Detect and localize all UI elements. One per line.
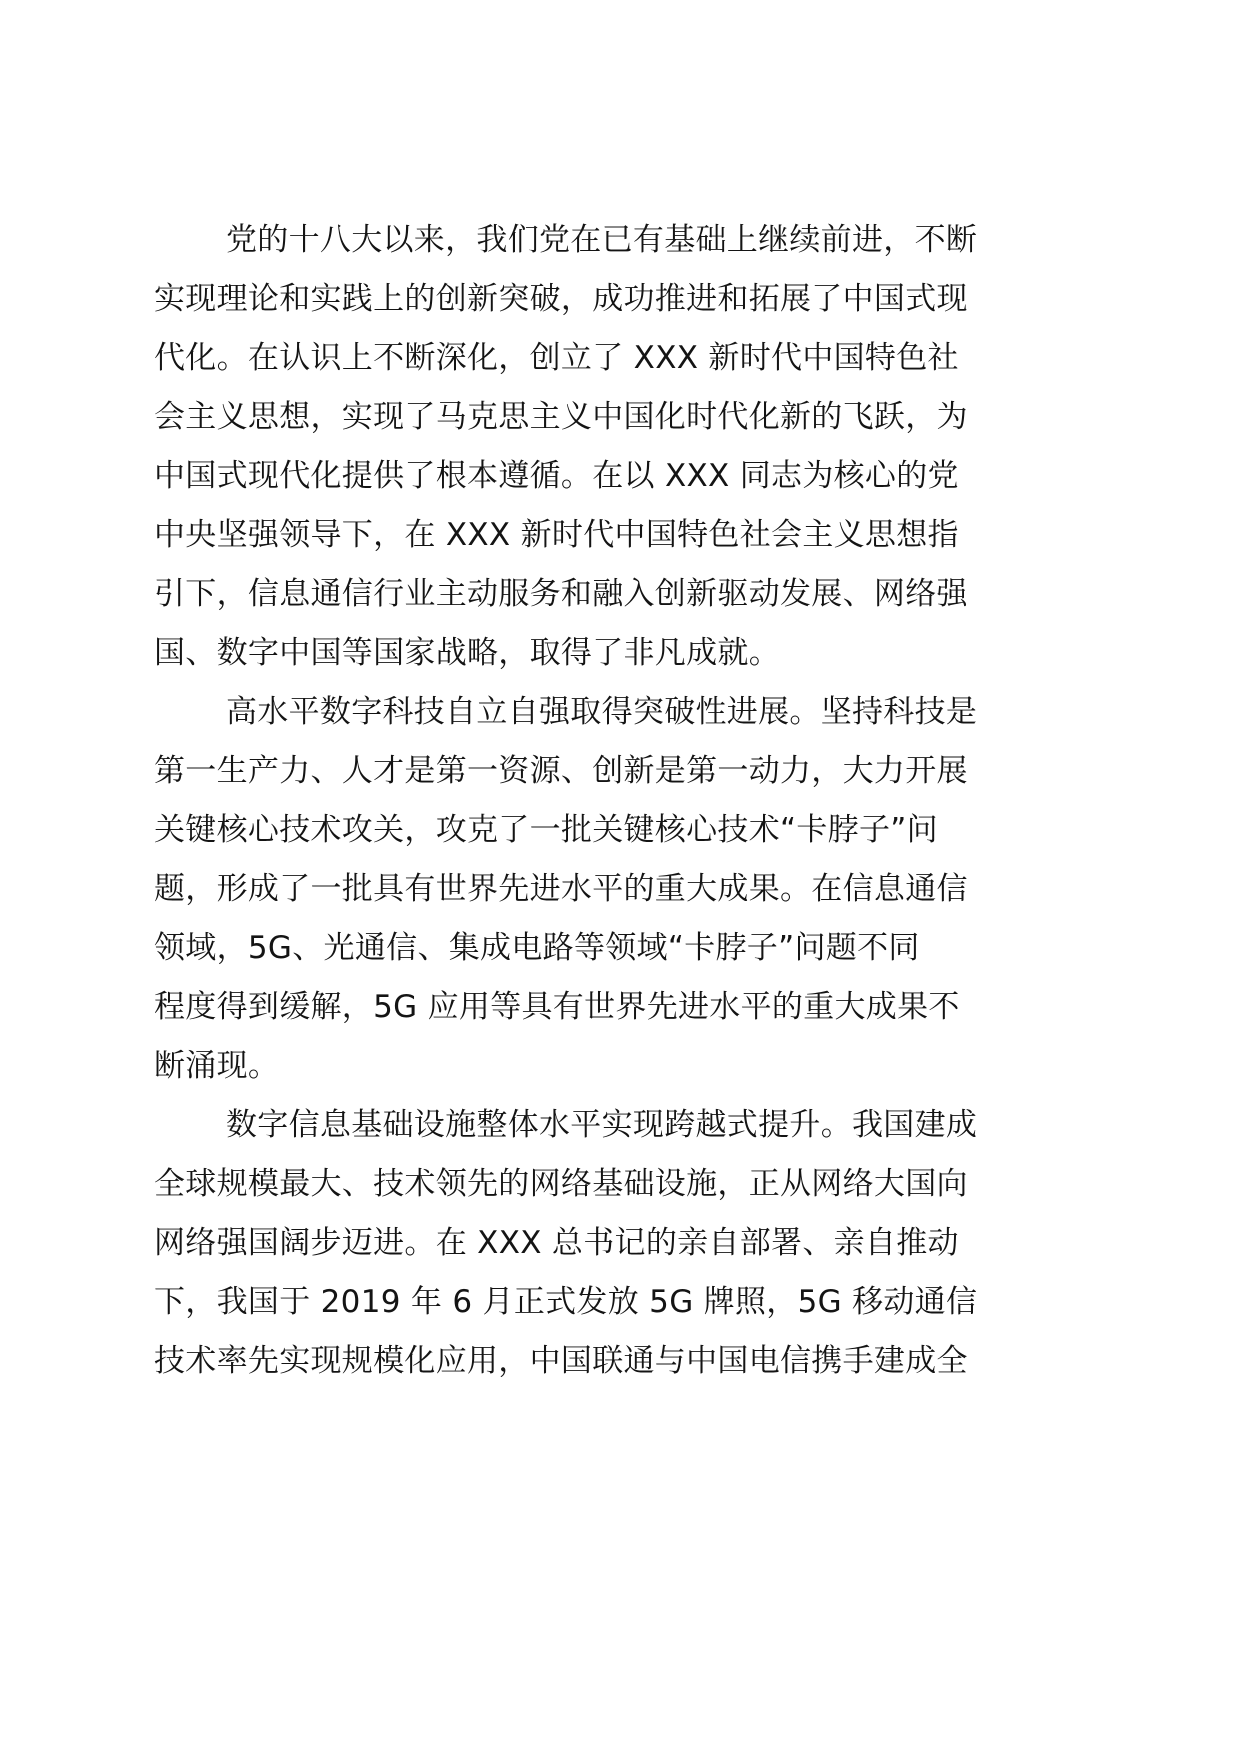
paragraph-2-line-3: 关键核心技术攻关，攻克了一批关键核心技术“卡脖子”问 xyxy=(154,812,938,848)
paragraph-2-line-1: 高水平数字科技自立自强取得突破性进展。坚持科技是 xyxy=(226,694,978,730)
paragraph-1-line-1: 党的十八大以来，我们党在已有基础上继续前进，不断 xyxy=(226,222,978,258)
paragraph-1-line-2: 实现理论和实践上的创新突破，成功推进和拓展了中国式现 xyxy=(154,281,968,317)
paragraph-2-line-2: 第一生产力、人才是第一资源、创新是第一动力，大力开展 xyxy=(154,753,968,789)
paragraph-2-line-4: 题，形成了一批具有世界先进水平的重大成果。在信息通信 xyxy=(154,871,968,907)
paragraph-3-line-5: 技术率先实现规模化应用，中国联通与中国电信携手建成全 xyxy=(154,1343,968,1379)
paragraph-1-line-6: 中央坚强领导下，在 XXX 新时代中国特色社会主义思想指 xyxy=(154,517,959,553)
paragraph-1-line-3: 代化。在认识上不断深化，创立了 XXX 新时代中国特色社 xyxy=(154,340,959,376)
paragraph-3-line-4: 下，我国于 2019 年 6 月正式发放 5G 牌照，5G 移动通信 xyxy=(154,1284,978,1320)
paragraph-2-line-7: 断涌现。 xyxy=(154,1048,280,1084)
paragraph-2-line-6: 程度得到缓解，5G 应用等具有世界先进水平的重大成果不 xyxy=(154,989,960,1025)
paragraph-1-line-8: 国、数字中国等国家战略，取得了非凡成就。 xyxy=(154,635,780,671)
paragraph-1-line-5: 中国式现代化提供了根本遵循。在以 XXX 同志为核心的党 xyxy=(154,458,959,494)
paragraph-1-line-7: 引下，信息通信行业主动服务和融入创新驱动发展、网络强 xyxy=(154,576,968,612)
paragraph-3-line-2: 全球规模最大、技术领先的网络基础设施，正从网络大国向 xyxy=(154,1166,968,1202)
paragraph-3-line-3: 网络强国阔步迈进。在 XXX 总书记的亲自部署、亲自推动 xyxy=(154,1225,959,1261)
paragraph-2-line-5: 领域，5G、光通信、集成电路等领域“卡脖子”问题不同 xyxy=(154,930,920,966)
paragraph-1-line-4: 会主义思想，实现了马克思主义中国化时代化新的飞跃，为 xyxy=(154,399,968,435)
paragraph-3-line-1: 数字信息基础设施整体水平实现跨越式提升。我国建成 xyxy=(226,1107,978,1143)
